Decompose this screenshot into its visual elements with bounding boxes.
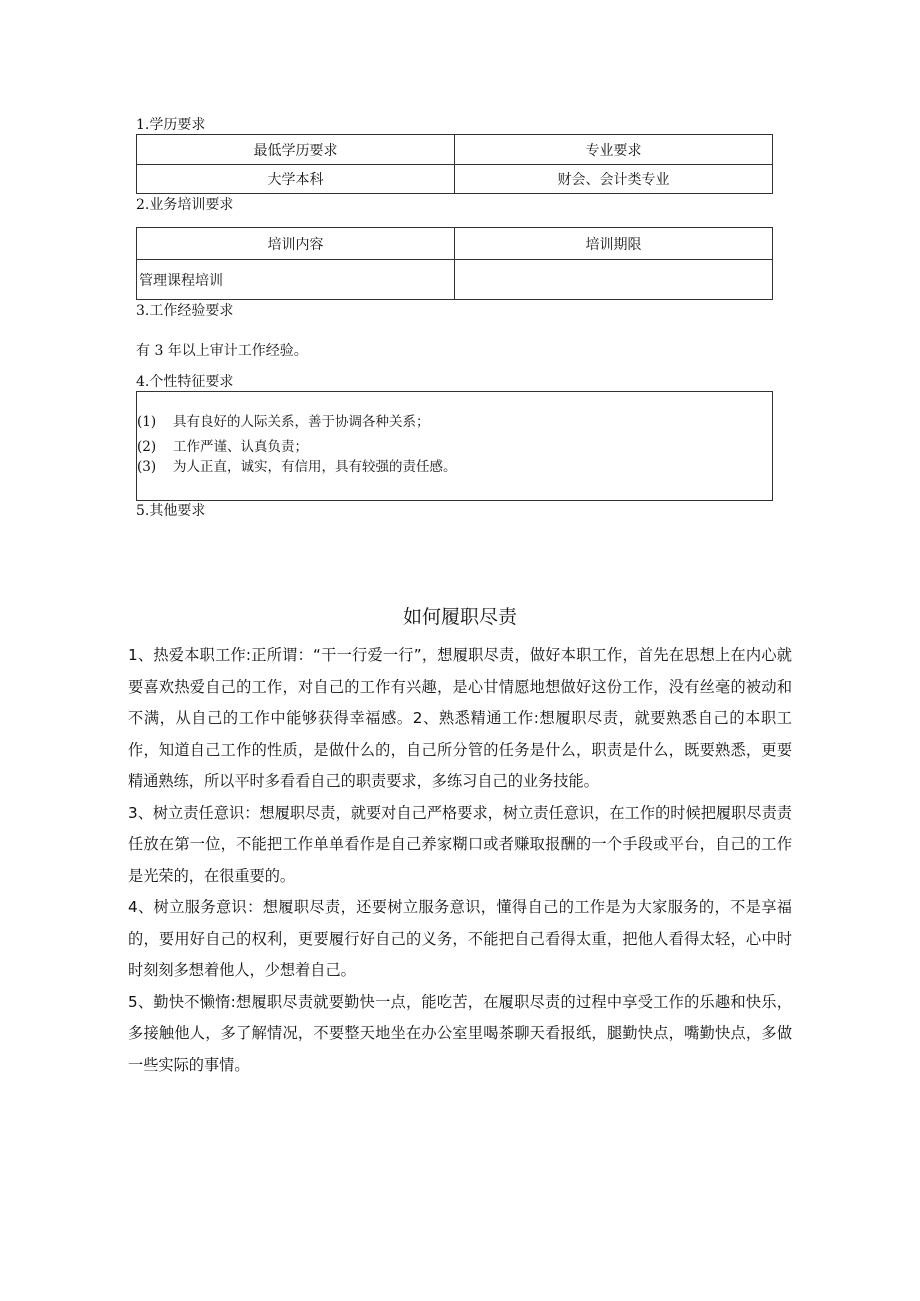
education-label: 1.学历要求 [136, 117, 206, 133]
article-paragraph: 1、热爱本职工作:正所谓：“干一行爱一行”，想履职尽责，做好本职工作，首先在思想上在内心就要喜欢热爱自己的工作，对自己的工作有兴趣，是心甘情愿地想做好这份工作，没有丝毫的被动和不满，从自己的工作中能够获得幸福感。2、熟悉精通工作:想履职尽责，就要熟悉自己的本职工作，知道自己工作的性质，是做什么的，自己所分管的任务是什么，职责是什么，既要熟悉，更要精通熟练，所以平时多看看自己的职责要求，多练习自己的业务技能。 [128, 646, 792, 790]
experience-text: 有 3 年以上审计工作经验。 [136, 343, 308, 359]
training-label: 2.业务培训要求 [136, 197, 234, 213]
education-value-major: 财会、会计类专业 [455, 165, 773, 194]
training-header-content: 培训内容 [137, 228, 455, 260]
personality-item [137, 459, 457, 476]
education-table [136, 134, 773, 194]
personality-item-text: 为人正直，诚实，有信用，具有较强的责任感。 [173, 459, 457, 475]
personality-item-text: 具有良好的人际关系，善于协调各种关系； [173, 414, 430, 430]
education-header-min: 最低学历要求 [137, 135, 455, 165]
personality-item-number: (3) [137, 459, 157, 475]
article-paragraph: 4、树立服务意识：想履职尽责，还要树立服务意识，懂得自己的工作是为大家服务的，不是享福的，要用好自己的权利，更要履行好自己的义务，不能把自己看得太重，把他人看得太轻，心中时时刻刻多想着他人，少想着自己。 [128, 898, 792, 979]
personality-item-text: 工作严谨、认真负责； [173, 439, 308, 455]
experience-label: 3.工作经验要求 [136, 303, 234, 319]
personality-item [137, 414, 430, 431]
personality-item-number: (1) [137, 414, 157, 430]
education-header-major: 专业要求 [455, 135, 773, 165]
article-body [128, 640, 792, 1081]
personality-label: 4.个性特征要求 [136, 374, 234, 390]
personality-item [137, 439, 308, 456]
other-label: 5.其他要求 [136, 503, 206, 519]
training-value-content: 管理课程培训 [137, 260, 455, 300]
article-paragraph: 3、树立责任意识：想履职尽责，就要对自己严格要求，树立责任意识，在工作的时候把履职尽责责任放在第一位，不能把工作单单看作是自己养家糊口或者赚取报酬的一个手段或平台，自己的工作是光荣的，在很重要的。 [128, 803, 792, 885]
personality-item-number: (2) [137, 439, 157, 455]
personality-box [136, 391, 773, 501]
education-value-min: 大学本科 [137, 165, 455, 194]
article-title: 如何履职尽责 [402, 606, 517, 628]
article-paragraph: 5、勤快不懒惰:想履职尽责就要勤快一点，能吃苦，在履职尽责的过程中享受工作的乐趣和快乐，多接触他人，多了解情况，不要整天地坐在办公室里喝茶聊天看报纸，腿勤快点，嘴勤快点，多做一些实际的事情。 [128, 992, 792, 1074]
training-header-period: 培训期限 [455, 228, 773, 260]
training-table [136, 227, 773, 300]
training-value-period [455, 260, 773, 300]
